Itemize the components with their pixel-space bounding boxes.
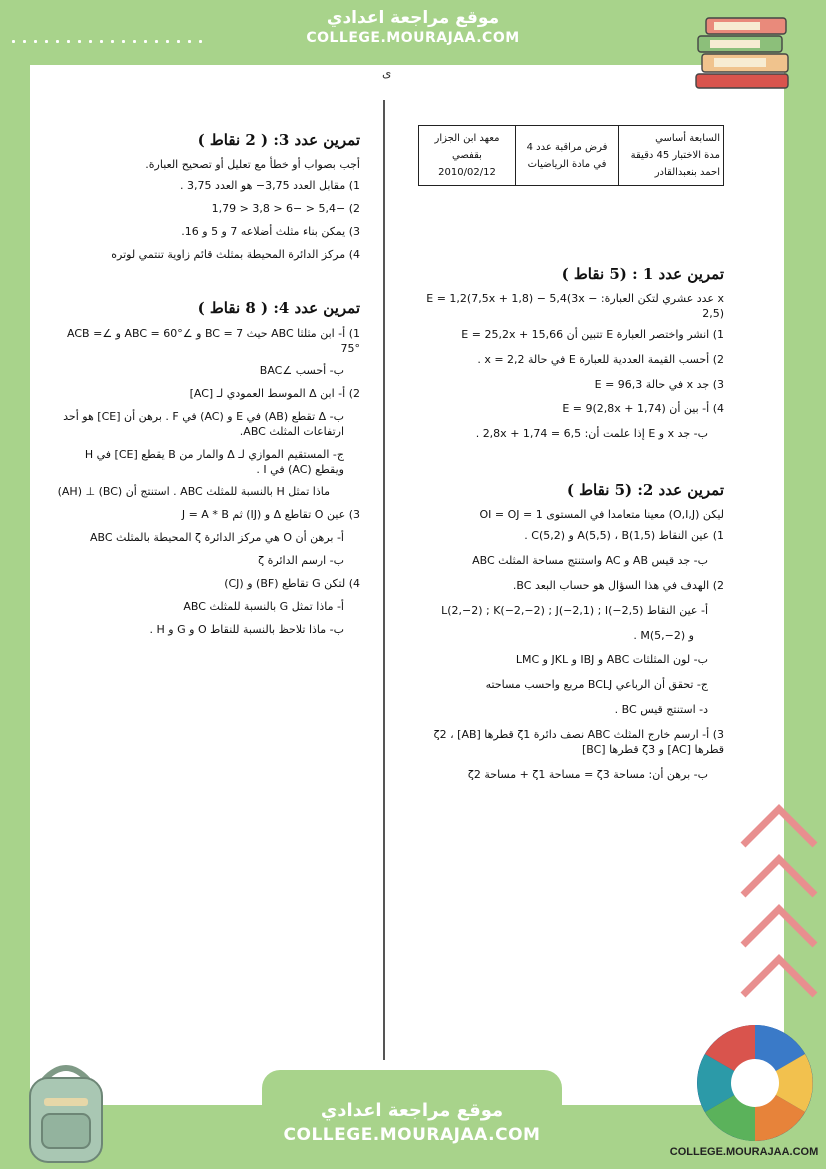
right-column xyxy=(418,125,724,793)
exercise-2-item: و M(5,−2) . xyxy=(633,628,694,642)
teacher-name: احمد بنعبدالقادر xyxy=(654,167,720,178)
decorative-dots xyxy=(8,36,208,50)
exercise-4-item: 1) أ- ابن مثلثا ABC حيث BC = 7 و ∠ABC = 60° و ∠ACB = 75° xyxy=(67,326,360,355)
left-column xyxy=(56,130,360,645)
test-title: فرض مراقبة عدد 4 xyxy=(526,141,608,153)
school-name: معهد ابن الجزار بقفصي xyxy=(434,133,500,161)
exercise-1-item: ب- جد x و E إذا علمت أن: 2,8x + 1,74 = 6,5 . xyxy=(475,427,708,441)
exam-header-table xyxy=(418,125,724,186)
exercise-1-item: 4) أ- بين أن E = 9(2,8x + 1,74) xyxy=(562,402,724,416)
exercise-4-item: ب- Δ تقطع (AB) في E و (AC) في F . برهن أن [CE] هو أحد ارتفاعات المثلث ABC. xyxy=(63,410,344,438)
exercise-2-item: ب- برهن أن: مساحة ζ3 = مساحة ζ1 + مساحة ζ2 xyxy=(467,767,708,781)
exercise-1-item: 3) جد x في حالة E = 96,3 xyxy=(594,377,724,391)
exercise-4-item: 3) عين O تقاطع Δ و (IJ) ثم J = A * B xyxy=(181,508,360,522)
site-banner[interactable] xyxy=(286,0,540,62)
exercise-3-title: تمرين عدد 3: ( 2 نقاط ) xyxy=(197,131,360,149)
exercise-1-title: تمرين عدد 1 : (5 نقاط ) xyxy=(561,265,724,283)
site-banner-arabic: موقع مراجعة اعدادي xyxy=(326,8,500,28)
header-title-cell xyxy=(516,126,619,186)
backpack-icon xyxy=(14,1058,118,1166)
exercise-4-item: 2) أ- ابن Δ الموسط العمودي لـ [AC] xyxy=(189,387,360,401)
exercise-4-title: تمرين عدد 4: ( 8 نقاط ) xyxy=(197,299,360,318)
exercise-1-item: 1) انشر واختصر العبارة E تتبين أن E = 25,2x + 15,66 xyxy=(461,327,724,341)
exercise-4-item: ب- ماذا تلاحظ بالنسبة للنقاط O و G و H . xyxy=(149,622,344,636)
site-footer-banner[interactable] xyxy=(262,1070,562,1169)
exercise-2-item: د- استنتج قيس BC . xyxy=(614,703,708,717)
school-level: السابعة أساسي xyxy=(655,133,720,144)
column-divider xyxy=(383,100,385,1060)
exercise-4-item: 4) لتكن G تقاطع (BF) و (CJ) xyxy=(224,576,360,590)
site-logo-icon[interactable] xyxy=(694,1022,816,1144)
page-corner-mark: ى xyxy=(382,66,392,80)
exam-date: 2010/02/12 xyxy=(438,167,496,178)
exercise-2-item: ب- جد قيس AB و AC واستنتج مساحة المثلث ABC xyxy=(472,554,708,568)
exercise-3-intro: أجب بصواب أو خطأ مع تعليل أو تصحيح العبارة. xyxy=(145,158,360,172)
site-footer-arabic: موقع مراجعة اعدادي xyxy=(320,1100,504,1121)
books-icon xyxy=(692,8,796,92)
exercise-2-intro: ليكن (O,I,J) معينا متعامدا في المستوى OI = OJ = 1 xyxy=(479,508,724,522)
exercise-2-item: 2) الهدف في هذا السؤال هو حساب البعد BC. xyxy=(512,578,724,592)
exercise-3-item: 4) مركز الدائرة المحيطة بمثلث قائم زاوية تنتمي لوتره xyxy=(111,247,360,261)
exercise-4-item: أ- ماذا تمثل G بالنسبة للمثلث ABC xyxy=(183,599,344,613)
exercise-3-item: 1) مقابل العدد 3,75− هو العدد 3,75 . xyxy=(180,179,360,193)
chevrons-icon xyxy=(735,795,823,1035)
exercise-3-item: 2) −5,4 < −6 < 3,8 < 1,79 xyxy=(211,201,360,215)
exercise-1-item: 2) أحسب القيمة العددية للعبارة E في حالة x = 2,2 . xyxy=(477,352,724,366)
header-school-cell xyxy=(419,126,516,186)
exercise-2-title: تمرين عدد 2: (5 نقاط ) xyxy=(566,481,724,500)
exercise-2-item: 3) أ- ارسم خارج المثلث ABC نصف دائرة ζ1 قطرها [AB] ، ζ2 قطرها [AC] و ζ3 قطرها [BC] xyxy=(433,728,724,756)
site-footer-url[interactable]: COLLEGE.MOURAJAA.COM xyxy=(283,1125,541,1145)
header-info-cell xyxy=(619,126,724,186)
exercise-4-item: أ- برهن أن O هي مركز الدائرة ζ المحيطة بالمثلث ABC xyxy=(89,531,344,545)
exercise-2-item: أ- عين النقاط L(2,−2) ; K(−2,−2) ; J(−2,1) ; I(−2,5) xyxy=(441,603,708,617)
logo-caption: COLLEGE.MOURAJAA.COM xyxy=(669,1146,819,1158)
exercise-3-item: 3) يمكن بناء مثلث أضلاعه 7 و 5 و 16. xyxy=(181,224,360,238)
exercise-2-item: 1) عين النقاط A(5,5) ، B(1,5) و C(5,2) . xyxy=(524,529,724,543)
duration: مدة الاختبار 45 دقيقة xyxy=(630,150,720,161)
exercise-4-item: ب- ارسم الدائرة ζ xyxy=(258,554,344,567)
exercise-4-item: ب- أحسب ∠BAC xyxy=(259,364,344,378)
exercise-4-item: ج- المستقيم الموازي لـ Δ والمار من B يقطع [CE] في H ويقطع (AC) في I . xyxy=(84,447,344,476)
exercise-1-intro: x عدد عشري لتكن العبارة: E = 1,2(7,5x + 1,8) − 5,4(3x − 2,5) xyxy=(426,292,724,321)
exercise-2-item: ج- تحقق أن الرباعي BCLJ مربع واحسب مساحته xyxy=(485,678,708,692)
subject: في مادة الرياضيات xyxy=(527,158,607,170)
exercise-4-item: ماذا تمثل H بالنسبة للمثلث ABC . استنتج أن (BC) ⊥ (AH) xyxy=(57,485,330,499)
site-banner-url[interactable]: COLLEGE.MOURAJAA.COM xyxy=(306,30,520,46)
exercise-2-item: ب- لون المثلثات ABC و IBJ و JKL و LMC xyxy=(515,653,708,667)
